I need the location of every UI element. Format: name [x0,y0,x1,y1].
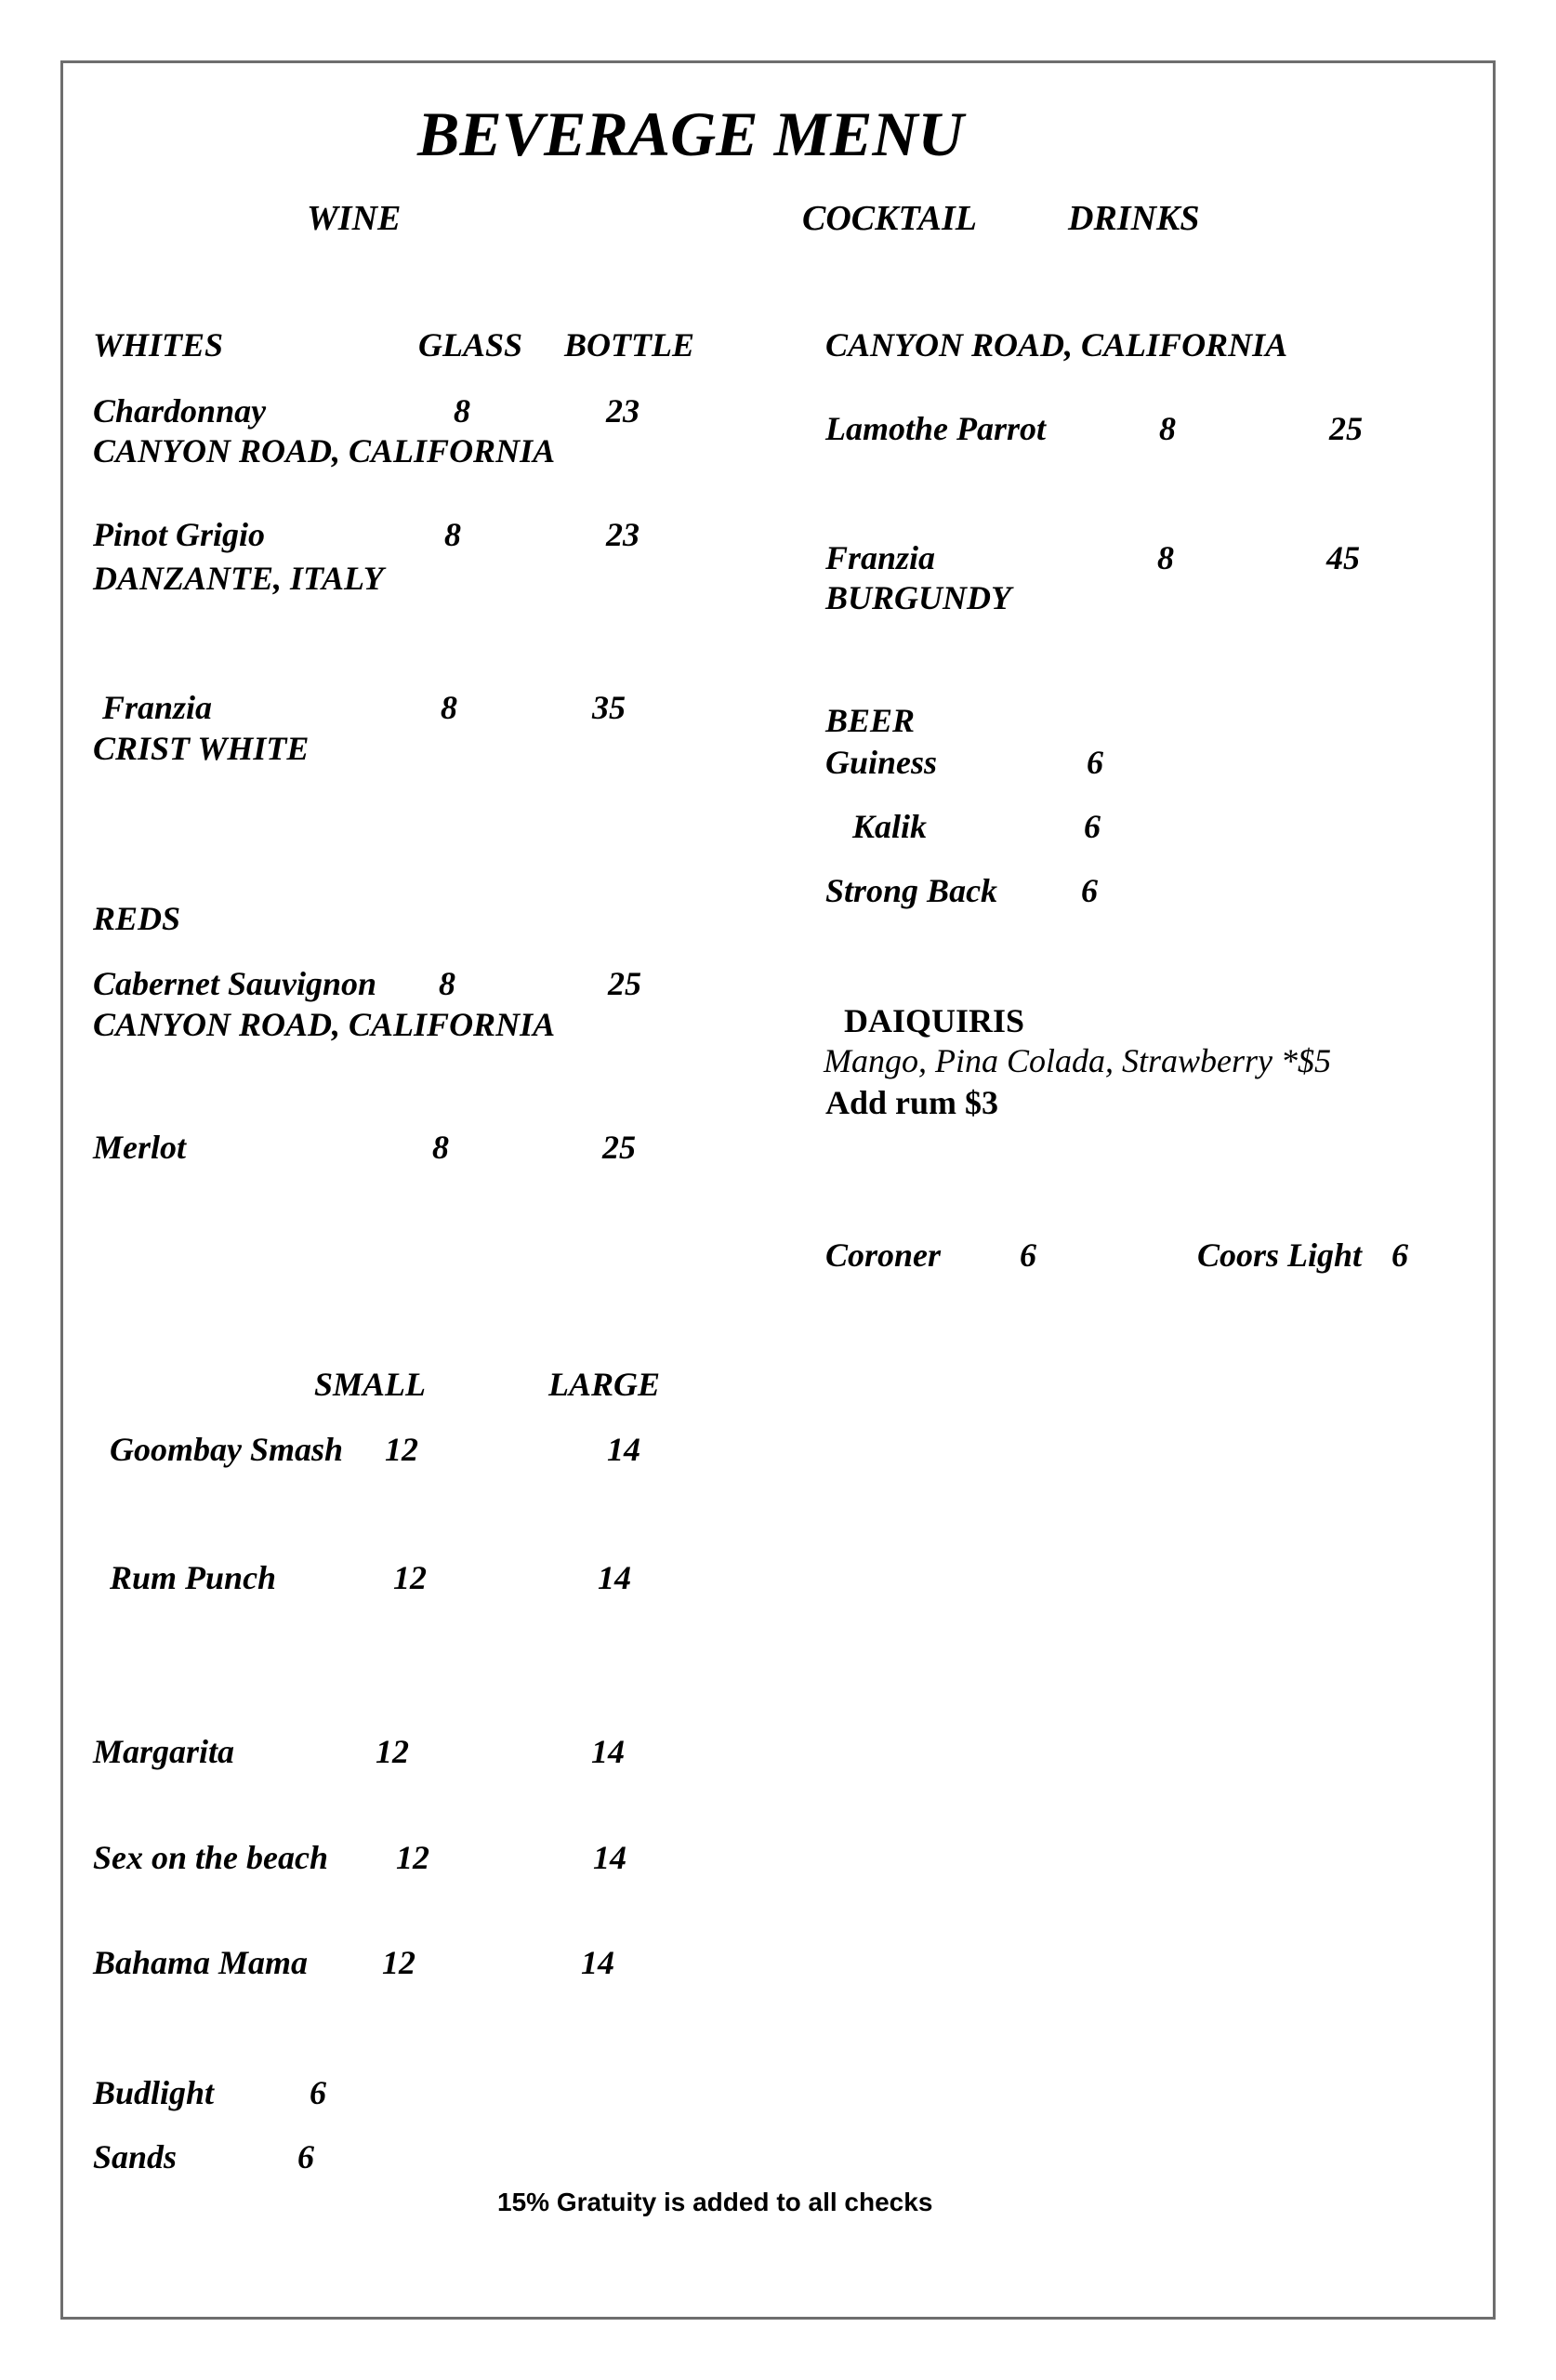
beer-price: 6 [297,2138,314,2175]
bottle-price: 25 [1329,410,1363,447]
cocktail-name: Rum Punch [110,1559,277,1596]
beer-name: Guiness [825,744,938,781]
bottle-price: 23 [606,392,640,430]
bottle-price: 35 [592,689,626,726]
drinks-heading: DRINKS [1068,199,1200,238]
beer-name: Sands [93,2138,178,2175]
glass-price: 8 [432,1129,449,1166]
bottle-price: 25 [602,1129,636,1166]
wine-origin: BURGUNDY [825,579,1012,616]
bottle-price: 25 [608,965,641,1002]
beer-price: 6 [1020,1236,1036,1274]
daiquiris-label: DAIQUIRIS [844,1002,1025,1039]
large-price: 14 [598,1559,631,1596]
small-price: 12 [382,1944,415,1981]
beer-price: 6 [1087,744,1103,781]
wine-name: Merlot [93,1129,187,1166]
small-price: 12 [385,1431,418,1468]
small-price: 12 [396,1839,429,1876]
wine-origin: CANYON ROAD, CALIFORNIA [93,1006,556,1043]
small-column-header: SMALL [314,1366,427,1403]
wine-name: Lamothe Parrot [825,410,1047,447]
wine-origin: CRIST WHITE [93,730,310,767]
large-price: 14 [591,1733,625,1770]
large-price: 14 [593,1839,626,1876]
add-rum-note: Add rum $3 [825,1084,999,1121]
large-price: 14 [581,1944,614,1981]
glass-price: 8 [454,392,470,430]
glass-price: 8 [441,689,457,726]
cocktail-name: Margarita [93,1733,235,1770]
glass-column-header: GLASS [418,326,523,364]
reds-label: REDS [93,900,181,937]
bottle-price: 45 [1326,539,1360,576]
beer-name: Budlight [93,2074,215,2111]
bottle-price: 23 [606,516,640,553]
gratuity-note: 15% Gratuity is added to all checks [497,2188,933,2216]
beer-price: 6 [310,2074,326,2111]
glass-price: 8 [1159,410,1176,447]
beer-name: Coors Light [1197,1236,1363,1274]
whites-label: WHITES [93,326,224,364]
large-column-header: LARGE [548,1366,661,1403]
cocktail-name: Goombay Smash [110,1431,344,1468]
beer-name: Strong Back [825,872,998,909]
beer-price: 6 [1391,1236,1408,1274]
glass-price: 8 [439,965,455,1002]
wine-name: Pinot Grigio [93,516,266,553]
cocktail-heading: COCKTAIL [802,199,977,238]
daiquiris-flavors: Mango, Pina Colada, Strawberry *$5 [824,1042,1331,1079]
large-price: 14 [607,1431,640,1468]
glass-price: 8 [1157,539,1174,576]
small-price: 12 [376,1733,409,1770]
beer-name: Coroner [825,1236,942,1274]
bottle-column-header: BOTTLE [564,326,694,364]
beer-name: Kalik [852,808,928,845]
cocktail-name: Sex on the beach [93,1839,329,1876]
wine-heading: WINE [307,199,402,238]
cocktail-name: Bahama Mama [93,1944,309,1981]
wine-origin: CANYON ROAD, CALIFORNIA [93,432,556,469]
wine-name: Cabernet Sauvignon [93,965,377,1002]
wine-origin: DANZANTE, ITALY [93,560,384,597]
glass-price: 8 [444,516,461,553]
wine-name: Chardonnay [93,392,267,430]
menu-title: BEVERAGE MENU [417,99,964,169]
small-price: 12 [393,1559,427,1596]
beer-price: 6 [1081,872,1098,909]
wine-origin-heading: CANYON ROAD, CALIFORNIA [825,326,1288,364]
wine-name: Franzia [102,689,213,726]
wine-name: Franzia [825,539,936,576]
beer-label: BEER [825,702,916,739]
beer-price: 6 [1084,808,1101,845]
